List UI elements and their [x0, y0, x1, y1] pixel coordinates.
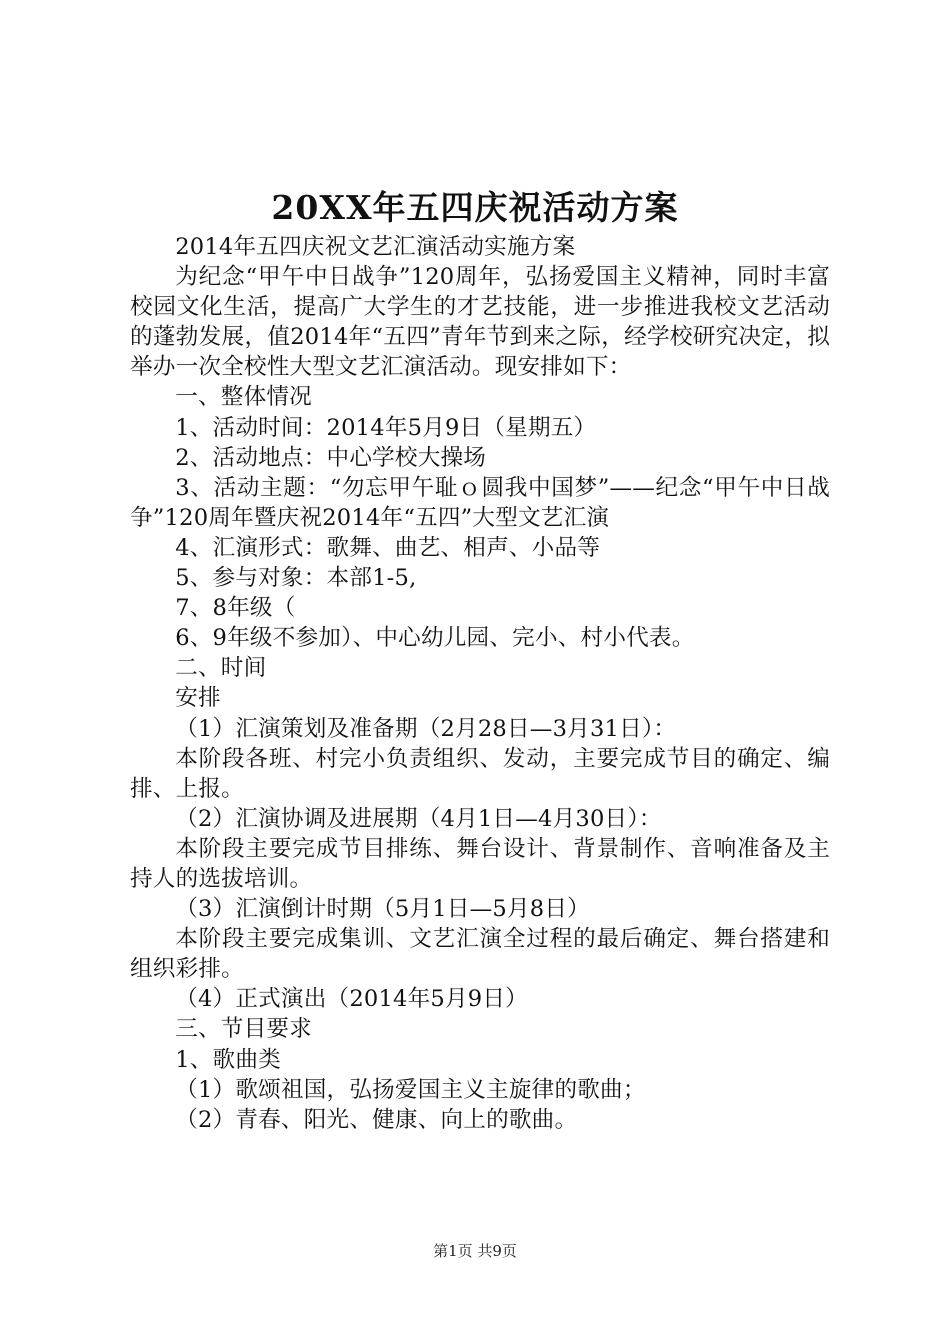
document-title: 20XX年五四庆祝活动方案 — [271, 188, 679, 227]
paragraph: 二、时间 — [175, 655, 267, 682]
paragraph: （3）汇演倒计时期（5月1日—5月8日） — [175, 896, 590, 923]
paragraph: （2）青春、阳光、健康、向上的歌曲。 — [175, 1106, 578, 1133]
paragraph: 7、8年级（ — [175, 595, 296, 622]
paragraph: （2）汇演协调及进展期（4月1日—4月30日）： — [175, 805, 662, 832]
paragraph: （1）歌颂祖国，弘扬爱国主义主旋律的歌曲； — [175, 1076, 646, 1103]
paragraph: 6、9年级不参加）、中心幼儿园、完小、村小代表。 — [175, 625, 695, 652]
paragraph: （4）正式演出（2014年5月9日） — [175, 986, 528, 1013]
document-body — [130, 232, 830, 1135]
paragraph: 2014年五四庆祝文艺汇演活动实施方案 — [175, 234, 576, 260]
paragraph: 5、参与对象：本部1-5, — [175, 565, 417, 592]
paragraph: 为纪念“甲午中日战争”120周年，弘扬爱国主义精神，同时丰富校园文化生活，提高广大学生的才艺技能，进一步推进我校文艺活动的蓬勃发展，值2014年“五四”青年节到来之际，经学校研究决定，拟举办一次全校性大型文艺汇演活动。现安排如下： — [130, 264, 830, 381]
paragraph: 三、节目要求 — [175, 1016, 312, 1043]
page-number: 第1页 共9页 — [433, 1242, 517, 1260]
paragraph: 1、歌曲类 — [175, 1046, 281, 1073]
paragraph: 1、活动时间：2014年5月9日（星期五） — [175, 414, 597, 441]
paragraph: 2、活动地点：中心学校大操场 — [175, 444, 487, 471]
paragraph: 本阶段各班、村完小负责组织、发动，主要完成节目的确定、编排、上报。 — [130, 745, 830, 802]
paragraph: 4、汇演形式：歌舞、曲艺、相声、小品等 — [175, 534, 601, 561]
paragraph: 3、活动主题：“勿忘甲午耻ｏ圆我中国梦”——纪念“甲午中日战争”120周年暨庆祝2014年“五四”大型文艺汇演 — [130, 474, 830, 531]
paragraph: 本阶段主要完成集训、文艺汇演全过程的最后确定、舞台搭建和组织彩排。 — [130, 926, 830, 983]
paragraph: 安排 — [175, 685, 221, 712]
paragraph: 本阶段主要完成节目排练、舞台设计、背景制作、音响准备及主持人的选拔培训。 — [130, 835, 830, 892]
paragraph: （1）汇演策划及准备期（2月28日—3月31日）： — [175, 715, 677, 742]
paragraph: 一、整体情况 — [175, 384, 312, 411]
